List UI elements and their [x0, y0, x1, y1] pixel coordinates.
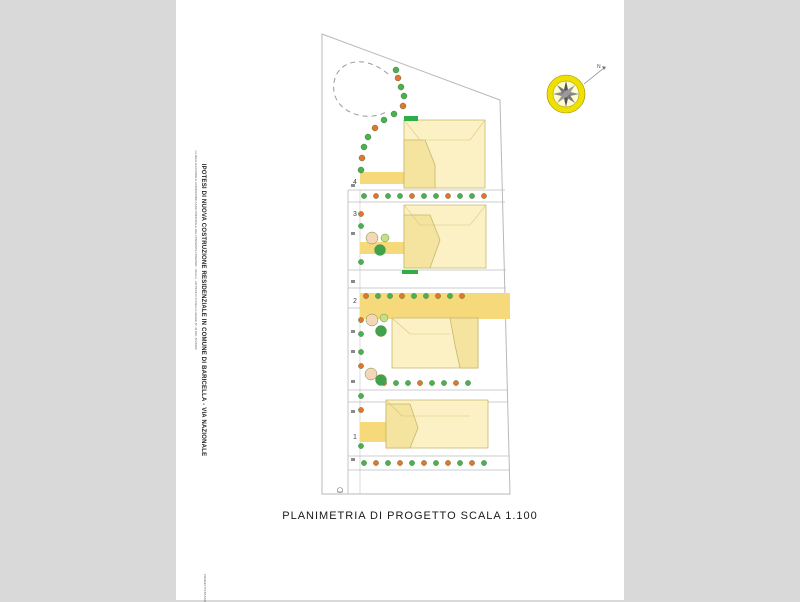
side-title: IPOTESI DI NUOVA COSTRUZIONE RESIDENZIALE IN COMUNE DI BARICELLA - VIA NAZIONALE — [200, 163, 206, 457]
paving-lot4 — [360, 172, 404, 184]
entrance-symbol — [337, 488, 343, 493]
lot-number-1: 1 — [353, 434, 357, 441]
tree-cluster-1b — [375, 245, 386, 256]
drawing-title: PLANIMETRIA DI PROGETTO SCALA 1.100 — [282, 510, 538, 522]
compass-rose — [547, 64, 606, 113]
green-entry-top — [404, 116, 418, 121]
green-entry-mid — [402, 270, 418, 274]
tree-cluster-3b — [376, 375, 387, 386]
buildings — [386, 120, 488, 448]
north-label: N — [597, 64, 601, 70]
tree-cluster-2a — [366, 314, 378, 326]
tree-cluster-1c — [381, 234, 389, 242]
turnaround-path — [334, 62, 388, 117]
tree-cluster-3a — [365, 368, 377, 380]
lot-number-4: 4 — [353, 179, 357, 186]
parking-marks — [351, 184, 355, 461]
side-small-label: PROGETTO BASSO — [203, 574, 207, 602]
tree-cluster-1a — [366, 232, 378, 244]
lot-number-2: 2 — [353, 298, 357, 305]
paving-lot1 — [360, 422, 388, 442]
lot-number-3: 3 — [353, 211, 357, 218]
side-note: LA REALIZZAZIONE E CONDIZIONE ASSE PRINCIPALE DEL PRESENTE DISEGNO - SCALA - ARTICOLO 13 DELLA LEGGE N°.46 DEL 5/3/1990 — [194, 150, 198, 350]
tree-cluster-2b — [376, 326, 387, 337]
tree-cluster-2c — [380, 314, 388, 322]
